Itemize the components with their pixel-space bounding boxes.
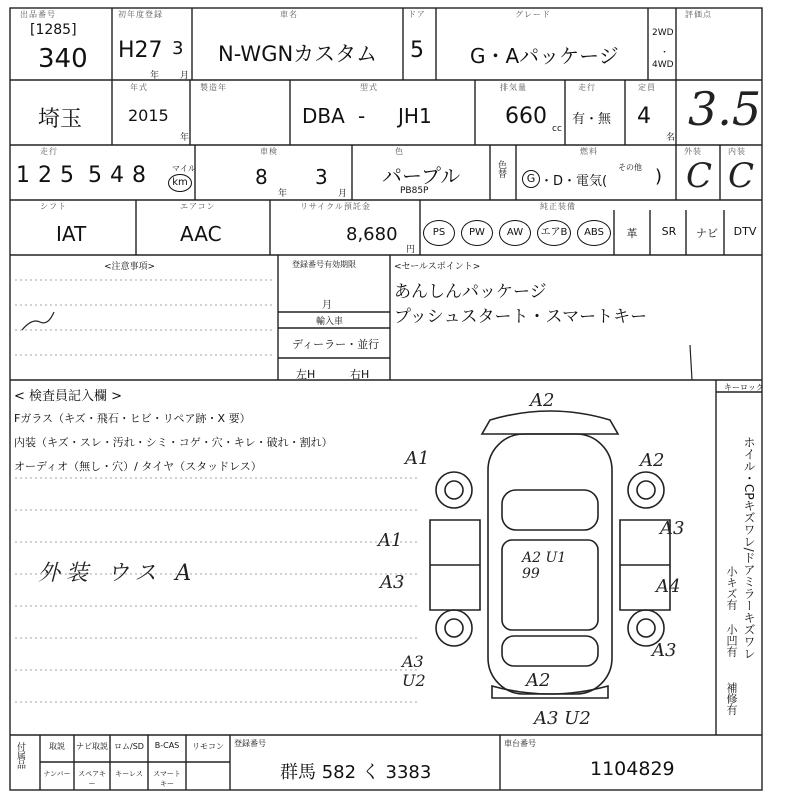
damage-mark: A1 — [378, 530, 403, 551]
equip-8: DTV — [733, 225, 757, 238]
acc-plate: ナンバー — [43, 770, 71, 778]
inspector-handwritten: 外装 ウス A — [38, 561, 198, 586]
reg-expiry-label: 登録番号有効期限 — [292, 260, 356, 269]
equip-5: 革 — [626, 227, 638, 240]
type-dash: - — [358, 104, 366, 128]
name-label: 車名 — [280, 10, 298, 19]
ext-grade: C — [686, 156, 713, 196]
fuel-close: ) — [655, 166, 663, 187]
mileage-row-label: 走行 — [40, 147, 58, 156]
damage-mark: A2 — [526, 670, 551, 691]
inspector-line-interior: 内装（キズ・スレ・汚れ・シミ・コゲ・穴・キレ・破れ・割れ） — [14, 436, 333, 449]
pax-label: 定員 — [638, 83, 656, 92]
damage-mark: A4 — [656, 576, 681, 597]
inspector-line-audio: オーディオ（無し・穴）/ タイヤ（スタッドレス） — [14, 460, 262, 473]
doors-value: 5 — [410, 38, 424, 63]
wheel-note-dent: 小凹有 — [725, 624, 738, 657]
acc-navi-manual: ナビ取説 — [76, 742, 108, 751]
equip-7: ナビ — [696, 227, 718, 240]
lot-number: 340 — [38, 44, 88, 74]
reg-month-unit: 月 — [180, 71, 190, 81]
wheel-note-scratch: 小キズ有 — [725, 566, 738, 610]
lot-sub: [1285] — [30, 22, 77, 38]
equip-3: エアB — [537, 220, 571, 246]
handle-right: 右H — [350, 368, 370, 381]
mileage-options: 有・無 — [572, 112, 612, 127]
mileage-digit: 5 — [60, 163, 74, 188]
plate-label: 登録番号 — [234, 739, 266, 748]
grade-value: G・Aパッケージ — [470, 44, 619, 68]
inspection-month-unit: 月 — [338, 189, 348, 199]
keylock-label: キーロック — [724, 383, 764, 392]
equipment-row — [420, 214, 762, 254]
wheel-note-repair: 補修有 — [725, 682, 738, 715]
color-kind: 色替 — [496, 160, 506, 178]
acc-manual: 取説 — [49, 742, 65, 751]
color-code: PB85P — [400, 186, 429, 196]
acc-spare-key: スペアキー — [78, 770, 106, 788]
accessory-side-label: 付属品 — [15, 742, 25, 769]
mileage-digits — [16, 163, 154, 188]
displacement: 660 — [505, 104, 547, 129]
reg-label: 初年度登録 — [118, 10, 163, 19]
doors-label: ドア — [408, 10, 426, 19]
model-year: 2015 — [128, 106, 169, 125]
damage-mark: A3 — [380, 572, 405, 593]
chassis-label: 車台番号 — [504, 739, 536, 748]
damage-mark: A2 — [640, 450, 665, 471]
int-grade: C — [728, 156, 755, 196]
fuel-options: ・D・電気( — [540, 174, 608, 189]
reg-expiry-month: 月 — [322, 300, 332, 311]
damage-mark: A2 — [530, 390, 555, 411]
acc-bcas: B-CAS — [154, 741, 180, 750]
damage-mark: A1 — [405, 448, 430, 469]
mileage-label: 走行 — [578, 83, 596, 92]
inspector-line-glass: Fガラス（キズ・飛石・ヒビ・リペア跡・X 要） — [14, 412, 251, 425]
handle-left: 左H — [296, 368, 316, 381]
color-name: パープル — [382, 164, 461, 188]
shift-value: IAT — [56, 222, 87, 246]
mileage-digit: 1 — [16, 163, 30, 188]
equip-1: PW — [461, 220, 493, 246]
chassis-value: 1104829 — [590, 758, 675, 780]
sales-point-1: あんしんパッケージ — [394, 282, 547, 302]
ext-label: 外装 — [684, 147, 702, 156]
import-label: 輸入車 — [316, 317, 344, 327]
plate-value: 群馬 582 く 3383 — [280, 762, 432, 783]
reg-month: 3 — [172, 38, 184, 59]
ac-label: エアコン — [180, 202, 216, 211]
mileage-digit: 2 — [38, 163, 52, 188]
damage-mark: A3 U2 — [402, 652, 426, 690]
car-name: N-WGNカスタム — [218, 42, 378, 66]
equip-label: 純正装備 — [540, 202, 576, 211]
reg-year-unit: 年 — [150, 71, 160, 81]
type-label: 型式 — [360, 83, 378, 92]
damage-mark: A3 — [652, 640, 677, 661]
aircon-value: AAC — [180, 222, 222, 246]
model-year-label: 年式 — [130, 83, 148, 92]
score-value: 3.5 — [688, 82, 762, 136]
score-label: 評価点 — [685, 10, 712, 19]
color-label: 色 — [395, 147, 404, 156]
capacity: 4 — [637, 104, 651, 129]
mileage-digit: 8 — [132, 163, 146, 188]
recycle-label: リサイクル預託金 — [300, 202, 371, 211]
acc-remote: リモコン — [192, 742, 224, 751]
shift-label: シフト — [40, 202, 67, 211]
acc-smartkey: スマートキー — [153, 770, 181, 788]
grade-label: グレード — [515, 10, 551, 19]
inspector-label: < 検査員記入欄 > — [14, 389, 123, 404]
drive-4wd: 4WD — [652, 60, 674, 70]
fuel-label: 燃料 — [580, 147, 598, 156]
lot-label: 出品番号 — [20, 10, 56, 19]
damage-mark: A3 U2 — [534, 708, 591, 729]
acc-keyless: キーレス — [115, 770, 143, 778]
wheel-notes: ホイル・CPキズワレ/ドアミラーキズワレ — [742, 436, 756, 660]
damage-mark: A3 — [660, 518, 685, 539]
recycle-value: 8,680 — [346, 224, 398, 245]
sales-point-2: プッシュスタート・スマートキー — [394, 307, 648, 327]
inspection-year-unit: 年 — [278, 189, 288, 199]
type-code: JH1 — [398, 104, 432, 128]
recycle-unit: 円 — [406, 245, 416, 255]
inspection-month: 3 — [315, 165, 328, 189]
fuel-other-label: その他 — [618, 163, 642, 172]
equip-6: SR — [661, 225, 677, 238]
drive-dot: ・ — [660, 48, 670, 58]
mileage-unit-mile: マイル — [172, 164, 196, 173]
mileage-unit-km: km — [168, 174, 192, 192]
mileage-digit: 5 — [88, 163, 102, 188]
cc-label: 排気量 — [500, 83, 527, 92]
sales-label: <セールスポイント> — [394, 262, 481, 272]
capacity-unit: 名 — [666, 133, 676, 143]
displacement-unit: cc — [552, 124, 562, 134]
inspection-year: 8 — [255, 165, 268, 189]
equip-4: ABS — [577, 220, 611, 246]
inspection-label: 車検 — [260, 147, 278, 156]
type-prefix: DBA — [302, 104, 345, 128]
manufacture-label: 製造年 — [200, 83, 227, 92]
equip-0: PS — [423, 220, 455, 246]
prefecture: 埼玉 — [38, 107, 83, 132]
int-label: 内装 — [728, 147, 746, 156]
reg-era: H27 — [118, 38, 163, 63]
notes-label: <注意事項> — [104, 262, 156, 272]
mileage-digit: 4 — [110, 163, 124, 188]
equip-2: AW — [499, 220, 531, 246]
fuel-gasoline: G — [522, 170, 540, 188]
model-year-unit: 年 — [180, 133, 190, 143]
drive-2wd: 2WD — [652, 28, 674, 38]
acc-rom: ロム/SD — [114, 742, 144, 751]
import-dealer: ディーラー・並行 — [292, 338, 380, 351]
damage-mark: A2 U1 99 — [522, 550, 567, 582]
